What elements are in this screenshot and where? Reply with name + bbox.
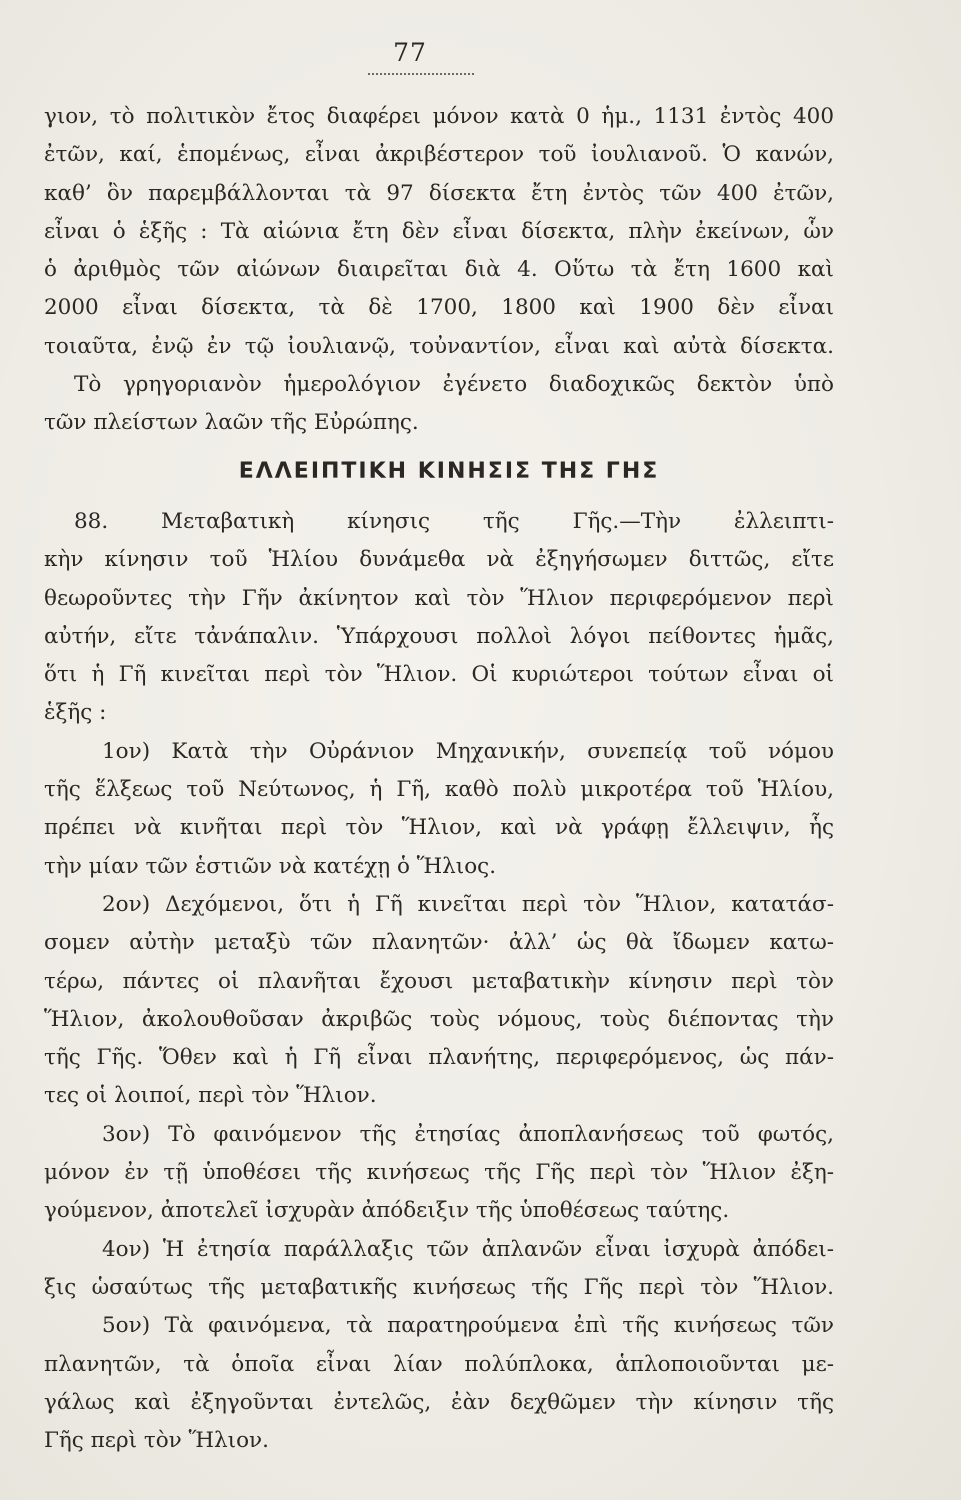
text-line: γούμενον, ἀποτελεῖ ἰσχυρὰν ἀπόδειξιν τῆς ὑποθέσεως ταύτης. — [44, 1198, 730, 1224]
text-line: θεωροῦντες τὴν Γῆν ἀκίνητον καὶ τὸν Ἥλιον περιφερόμενον περὶ — [44, 585, 834, 611]
text-line: κὴν κίνησιν τοῦ Ἡλίου δυνάμεθα νὰ ἐξηγήσωμεν διττῶς, εἴτε — [44, 547, 834, 573]
list-item-5: 5ον) Τὰ φαινόμενα, τὰ παρατηρούμενα ἐπὶ τῆς κινήσεως τῶν — [102, 1313, 834, 1339]
text-line: τὴν μίαν τῶν ἑστιῶν νὰ κατέχῃ ὁ Ἥλιος. — [44, 853, 497, 879]
text-line: πρέπει νὰ κινῆται περὶ τὸν Ἥλιον, καὶ νὰ γράφῃ ἔλλειψιν, ἧς — [44, 815, 834, 841]
list-item-3: 3ον) Τὸ φαινόμενον τῆς ἐτησίας ἀποπλανήσεως τοῦ φωτός, — [102, 1121, 834, 1147]
text-line: γιον, τὸ πολιτικὸν ἔτος διαφέρει μόνον κατὰ 0 ἡμ., 1131 ἐντὸς 400 — [44, 104, 834, 129]
text-line: τῆς Γῆς. Ὅθεν καὶ ἡ Γῆ εἶναι πλανήτης, περιφερόμενος, ὡς πάν- — [44, 1045, 834, 1071]
text-line: τῆς ἕλξεως τοῦ Νεύτωνος, ἡ Γῆ, καθὸ πολὺ μικροτέρα τοῦ Ἡλίου, — [44, 777, 834, 803]
text-line: μόνον ἐν τῇ ὑποθέσει τῆς κινήσεως τῆς Γῆς περὶ τὸν Ἥλιον ἐξη- — [44, 1160, 834, 1186]
text-line: ξις ὡσαύτως τῆς μεταβατικῆς κινήσεως τῆς Γῆς περὶ τὸν Ἥλιον. — [44, 1274, 834, 1300]
page-number: 77 — [393, 38, 427, 67]
text-line: εἶναι ὁ ἑξῆς : Τὰ αἰώνια ἔτη δὲν εἶναι δίσεκτα, πλὴν ἐκείνων, ὧν — [44, 218, 834, 244]
text-line: καθ’ ὃν παρεμβάλλονται τὰ 97 δίσεκτα ἔτη ἐντὸς τῶν 400 ἐτῶν, — [44, 180, 834, 206]
text-line: Ἥλιον, ἀκολουθοῦσαν ἀκριβῶς τοὺς νόμους, τοὺς διέποντας τὴν — [44, 1006, 834, 1032]
text-line: ἐτῶν, καί, ἑπομένως, εἶναι ἀκριβέστερον τοῦ ἰουλιανοῦ. Ὁ κανών, — [44, 142, 834, 168]
text-line: τέρω, πάντες οἱ πλανῆται ἔχουσι μεταβατικὴν κίνησιν περὶ τὸν — [44, 968, 834, 994]
text-line: 2000 εἶναι δίσεκτα, τὰ δὲ 1700, 1800 καὶ 1900 δὲν εἶναι — [44, 295, 834, 321]
text-line: ὅτι ἡ Γῆ κινεῖται περὶ τὸν Ἥλιον. Οἱ κυριώτεροι τούτων εἶναι οἱ — [44, 662, 834, 688]
text-line: Τὸ γρηγοριανὸν ἡμερολόγιον ἐγένετο διαδοχικῶς δεκτὸν ὑπὸ — [74, 372, 834, 398]
text-line: αὐτήν, εἴτε τἀνάπαλιν. Ὑπάρχουσι πολλοὶ λόγοι πείθοντες ἡμᾶς, — [44, 623, 834, 649]
text-line: Γῆς περὶ τὸν Ἥλιον. — [44, 1428, 269, 1454]
text-line: τῶν πλείστων λαῶν τῆς Εὐρώπης. — [44, 410, 419, 436]
page-body — [44, 98, 834, 1460]
text-line: σομεν αὐτὴν μεταξὺ τῶν πλανητῶν· ἀλλ’ ὡς θὰ ἴδωμεν κατω- — [44, 930, 834, 956]
text-line: τες οἱ λοιποί, περὶ τὸν Ἥλιον. — [44, 1083, 377, 1109]
section-heading: ΕΛΛΕΙΠΤΙΚΗ ΚΙΝΗΣΙΣ ΤΗΣ ΓΗΣ — [238, 458, 660, 484]
text-line: ἑξῆς : — [44, 700, 107, 726]
list-item-2: 2ον) Δεχόμενοι, ὅτι ἡ Γῆ κινεῖται περὶ τὸν Ἥλιον, κατατάσ- — [102, 891, 834, 917]
text-line: τοιαῦτα, ἐνῷ ἐν τῷ ἰουλιανῷ, τοὐναντίον, εἶναι καὶ αὐτὰ δίσεκτα. — [44, 333, 834, 359]
section-title-line: 88. Μεταβατικὴ κίνησις τῆς Γῆς.—Τὴν ἐλλειπτι- — [74, 508, 834, 534]
text-line: γάλως καὶ ἐξηγοῦνται ἐντελῶς, ἐὰν δεχθῶμεν τὴν κίνησιν τῆς — [44, 1389, 834, 1415]
list-item-4: 4ον) Ἡ ἐτησία παράλλαξις τῶν ἀπλανῶν εἶναι ἰσχυρὰ ἀπόδει- — [102, 1236, 834, 1262]
text-line: ὁ ἀριθμὸς τῶν αἰώνων διαιρεῖται διὰ 4. Οὕτω τὰ ἔτη 1600 καὶ — [44, 257, 834, 283]
page-number-rule — [368, 73, 474, 75]
text-line: πλανητῶν, τὰ ὁποῖα εἶναι λίαν πολύπλοκα, ἁπλοποιοῦνται με- — [44, 1351, 834, 1377]
list-item-1: 1ον) Κατὰ τὴν Οὐράνιον Μηχανικήν, συνεπείᾳ τοῦ νόμου — [102, 738, 834, 764]
